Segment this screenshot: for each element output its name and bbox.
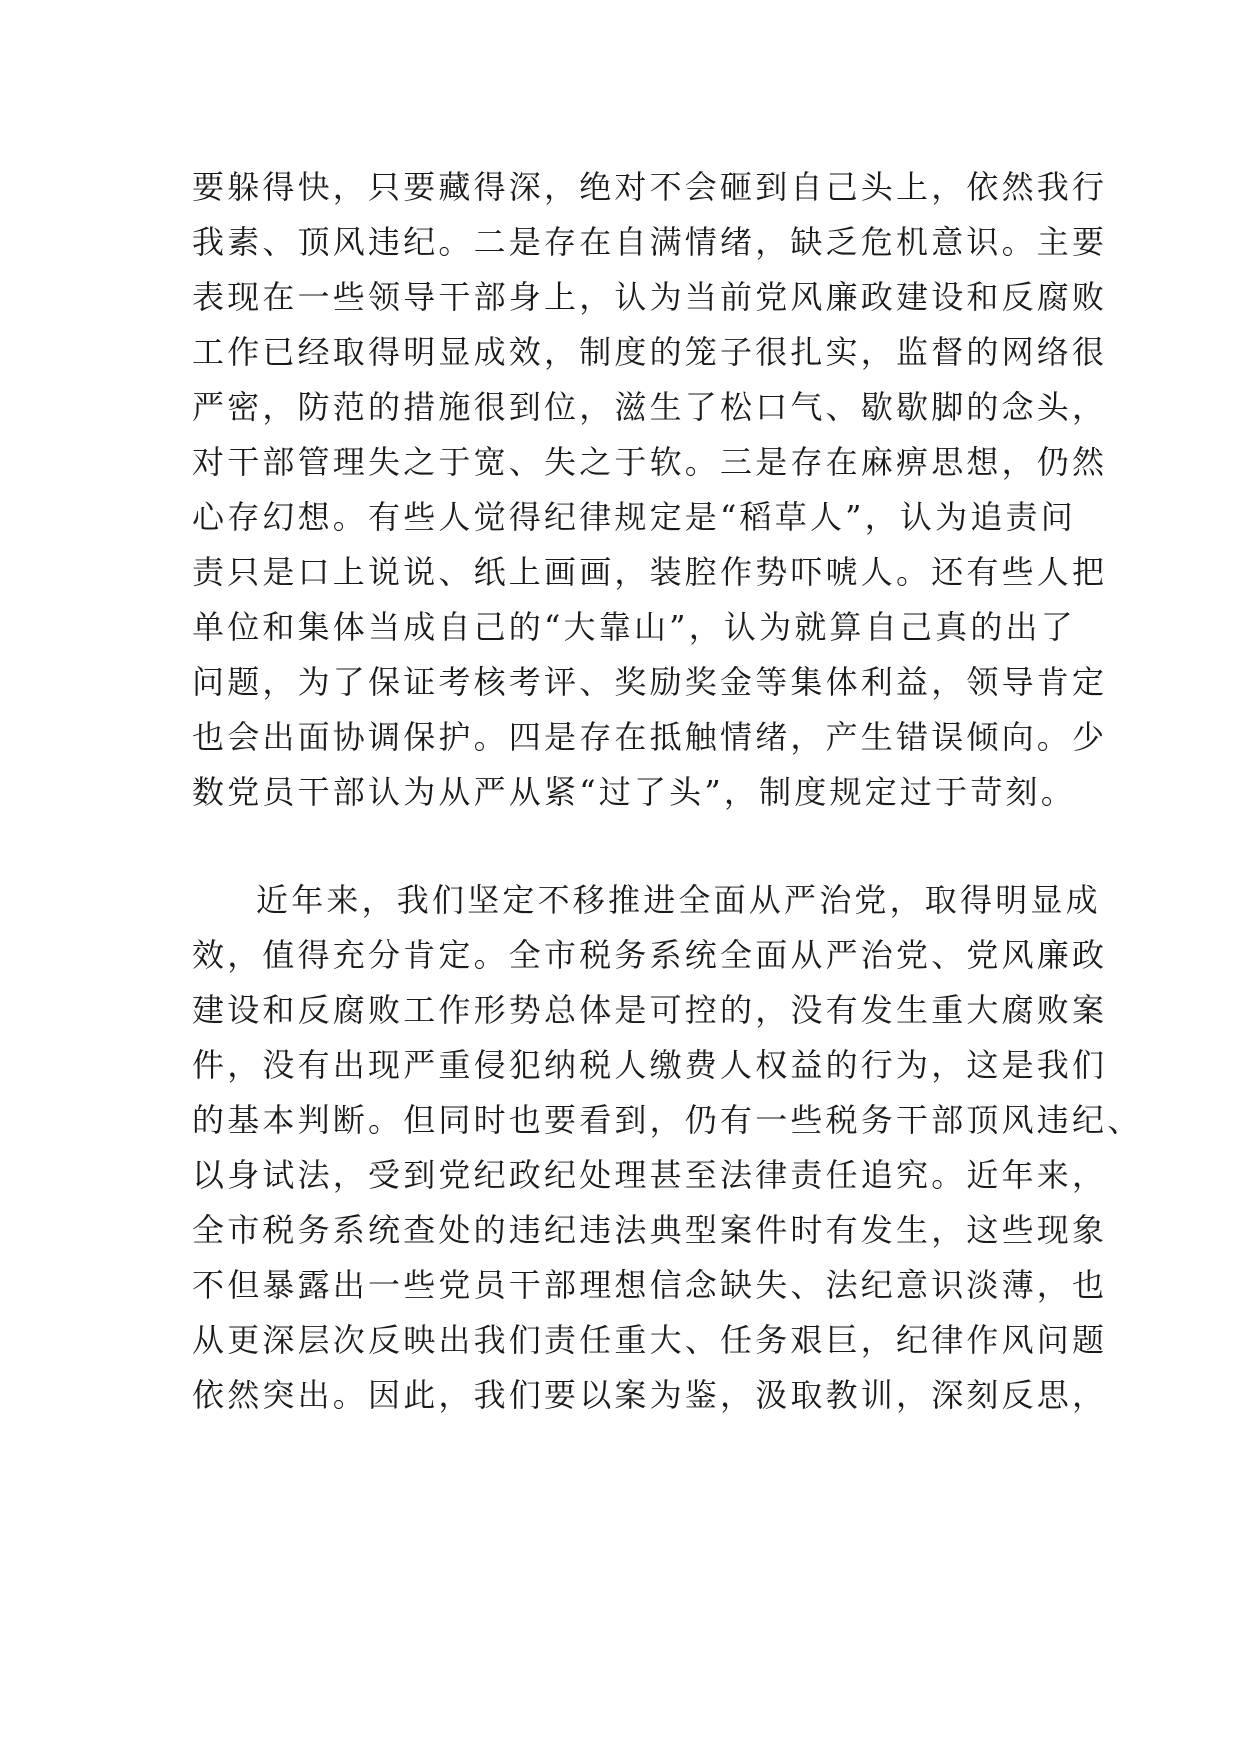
paragraph-line: 也会出面协调保护。四是存在抵触情绪，产生错误倾向。少 xyxy=(192,718,1108,756)
paragraph-line: 从更深层次反映出我们责任重大、任务艰巨，纪律作风问题 xyxy=(192,1321,1108,1359)
paragraph-line: 依然突出。因此，我们要以案为鉴，汲取教训，深刻反思， xyxy=(192,1376,1108,1414)
paragraph-line: 单位和集体当成自己的“大靠山”，认为就算自己真的出了 xyxy=(192,608,1076,646)
paragraph-line: 建设和反腐败工作形势总体是可控的，没有发生重大腐败案 xyxy=(192,991,1108,1029)
paragraph-1 xyxy=(192,160,1108,820)
paragraph-line: 责只是口上说说、纸上画画，装腔作势吓唬人。还有些人把 xyxy=(192,553,1108,591)
paragraph-line: 对干部管理失之于宽、失之于软。三是存在麻痹思想，仍然 xyxy=(192,443,1108,481)
paragraph-first-line: 近年来，我们坚定不移推进全面从严治党，取得明显成 xyxy=(256,881,1101,919)
paragraph-line: 严密，防范的措施很到位，滋生了松口气、歇歇脚的念头， xyxy=(192,388,1108,426)
paragraph-line: 问题，为了保证考核考评、奖励奖金等集体利益，领导肯定 xyxy=(192,663,1108,701)
paragraph-line: 我素、顶风违纪。二是存在自满情绪，缺乏危机意识。主要 xyxy=(192,223,1108,261)
paragraph-line: 工作已经取得明显成效，制度的笼子很扎实，监督的网络很 xyxy=(192,333,1108,371)
paragraph-line: 效，值得充分肯定。全市税务系统全面从严治党、党风廉政 xyxy=(192,936,1108,974)
paragraph-line: 全市税务系统查处的违纪违法典型案件时有发生，这些现象 xyxy=(192,1211,1108,1249)
paragraph-line: 的基本判断。但同时也要看到，仍有一些税务干部顶风违纪、 xyxy=(192,1101,1143,1139)
paragraph-line: 要躲得快，只要藏得深，绝对不会砸到自己头上，依然我行 xyxy=(192,168,1108,206)
paragraph-line: 不但暴露出一些党员干部理想信念缺失、法纪意识淡薄，也 xyxy=(192,1266,1108,1304)
paragraph-line: 以身试法，受到党纪政纪处理甚至法律责任追究。近年来， xyxy=(192,1156,1108,1194)
paragraph-line: 数党员干部认为从严从紧“过了头”，制度规定过于苛刻。 xyxy=(192,773,1076,811)
paragraph-2 xyxy=(192,873,1143,1423)
paragraph-line: 件，没有出现严重侵犯纳税人缴费人权益的行为，这是我们 xyxy=(192,1046,1108,1084)
paragraph-line: 心存幻想。有些人觉得纪律规定是“稻草人”，认为追责问 xyxy=(192,498,1076,536)
paragraph-line: 表现在一些领导干部身上，认为当前党风廉政建设和反腐败 xyxy=(192,278,1108,316)
